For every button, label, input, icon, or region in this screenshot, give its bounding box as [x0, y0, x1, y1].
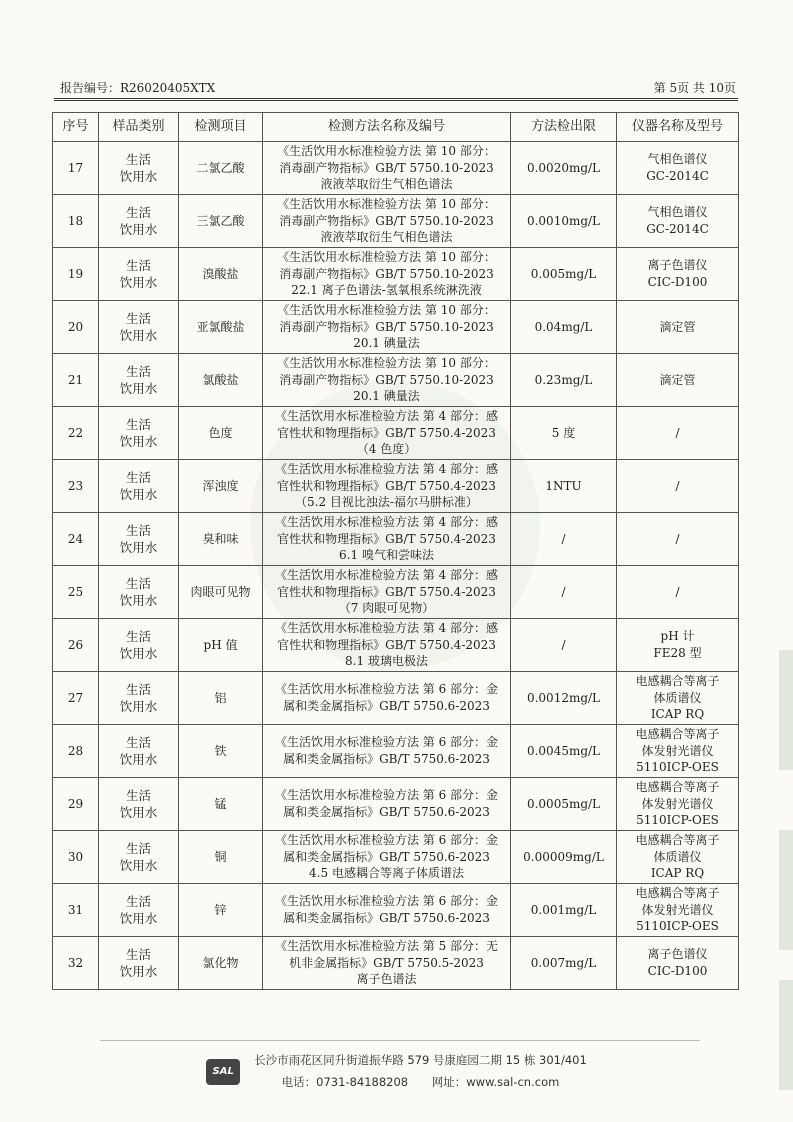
side-stamp-mark	[779, 650, 793, 770]
instrument-cell	[617, 407, 739, 460]
instrument-line: /	[675, 425, 680, 440]
sample-category-cell	[99, 884, 179, 937]
detection-limit-cell: 0.0020mg/L	[511, 142, 617, 195]
sample-category-cell	[99, 301, 179, 354]
method-line: 《生活饮用水标准检验方法 第 6 部分：金	[274, 735, 499, 750]
category-line: 生活	[125, 946, 151, 962]
method-line: 属和类金属指标》GB/T 5750.6-2023	[283, 805, 490, 819]
method-line: 官性状和物理指标》GB/T 5750.4-2023	[277, 478, 496, 493]
category-line: 生活	[125, 257, 151, 273]
instrument-cell	[617, 672, 739, 725]
instrument-line: 气相色谱仪	[647, 152, 708, 167]
category-line: 生活	[125, 840, 151, 856]
instrument-line: FE28 型	[653, 646, 702, 660]
table-row	[53, 566, 739, 619]
instrument-cell	[617, 725, 739, 778]
test-item-cell: 铜	[179, 831, 263, 884]
method-line: 消毒副产物指标》GB/T 5750.10-2023	[279, 319, 494, 334]
category-line: 生活	[125, 469, 151, 485]
instrument-line: 体质谱仪	[653, 690, 702, 705]
category-line: 饮用水	[119, 275, 158, 290]
test-item-cell: 氯酸盐	[179, 354, 263, 407]
method-line: 《生活饮用水标准检验方法 第 10 部分：	[277, 249, 496, 264]
row-number-cell: 30	[53, 831, 99, 884]
method-cell	[263, 142, 511, 195]
instrument-line: pH 计	[660, 629, 695, 644]
row-number-cell: 31	[53, 884, 99, 937]
row-number-cell: 18	[53, 195, 99, 248]
instrument-line: 体发射光谱仪	[641, 743, 714, 758]
method-cell	[263, 460, 511, 513]
method-cell	[263, 672, 511, 725]
instrument-cell	[617, 354, 739, 407]
category-line: 生活	[125, 151, 151, 167]
sample-category-cell	[99, 937, 179, 990]
instrument-cell	[617, 460, 739, 513]
instrument-line: 体发射光谱仪	[641, 796, 714, 811]
test-item-cell: 二氯乙酸	[179, 142, 263, 195]
row-number-cell: 28	[53, 725, 99, 778]
row-number-cell: 24	[53, 513, 99, 566]
category-line: 饮用水	[119, 699, 158, 714]
method-cell	[263, 937, 511, 990]
test-item-cell: 溴酸盐	[179, 248, 263, 301]
instrument-cell	[617, 301, 739, 354]
method-line: 《生活饮用水标准检验方法 第 6 部分：金	[274, 682, 499, 697]
method-line: 属和类金属指标》GB/T 5750.6-2023	[283, 752, 490, 766]
sample-category-cell	[99, 566, 179, 619]
footer-rule	[100, 1040, 700, 1041]
instrument-line: 离子色谱仪	[647, 258, 708, 273]
row-number-cell: 27	[53, 672, 99, 725]
category-line: 饮用水	[119, 593, 158, 608]
method-line: 消毒副产物指标》GB/T 5750.10-2023	[279, 213, 494, 228]
instrument-line: 电感耦合等离子	[635, 779, 720, 794]
table-row	[53, 195, 739, 248]
column-header: 样品类别	[99, 113, 179, 142]
method-line: 消毒副产物指标》GB/T 5750.10-2023	[279, 160, 494, 175]
sample-category-cell	[99, 672, 179, 725]
method-line: 消毒副产物指标》GB/T 5750.10-2023	[279, 266, 494, 281]
method-cell	[263, 407, 511, 460]
category-line: 生活	[125, 628, 151, 644]
instrument-line: 离子色谱仪	[647, 947, 708, 962]
method-line: 官性状和物理指标》GB/T 5750.4-2023	[277, 637, 496, 652]
method-line: 20.1 碘量法	[353, 389, 420, 404]
column-header: 检测项目	[179, 113, 263, 142]
sample-category-cell	[99, 354, 179, 407]
table-row	[53, 672, 739, 725]
category-line: 生活	[125, 522, 151, 538]
instrument-cell	[617, 831, 739, 884]
sample-category-cell	[99, 460, 179, 513]
method-line: 离子色谱法	[356, 972, 417, 987]
sample-category-cell	[99, 142, 179, 195]
instrument-cell	[617, 248, 739, 301]
test-item-cell: 铁	[179, 725, 263, 778]
instrument-line: 5110ICP-OES	[636, 813, 719, 828]
category-line: 饮用水	[119, 381, 158, 396]
page-indicator: 第 5页 共 10页	[653, 81, 736, 95]
footer-contact	[254, 1050, 587, 1094]
category-line: 生活	[125, 575, 151, 591]
instrument-cell	[617, 884, 739, 937]
test-item-cell: 锌	[179, 884, 263, 937]
method-line: 6.1 嗅气和尝味法	[339, 548, 434, 563]
method-line: 官性状和物理指标》GB/T 5750.4-2023	[277, 584, 496, 599]
instrument-line: /	[675, 584, 680, 599]
method-line: 属和类金属指标》GB/T 5750.6-2023	[283, 911, 490, 925]
column-header: 仪器名称及型号	[617, 113, 739, 142]
method-line: 《生活饮用水标准检验方法 第 10 部分：	[277, 196, 496, 211]
method-cell	[263, 619, 511, 672]
row-number-cell: 25	[53, 566, 99, 619]
table-row	[53, 937, 739, 990]
instrument-line: 电感耦合等离子	[635, 726, 720, 741]
instrument-line: GC-2014C	[646, 169, 709, 183]
category-line: 饮用水	[119, 487, 158, 502]
test-item-cell: 色度	[179, 407, 263, 460]
row-number-cell: 29	[53, 778, 99, 831]
method-cell	[263, 354, 511, 407]
method-line: 《生活饮用水标准检验方法 第 4 部分：感	[274, 461, 499, 476]
category-line: 生活	[125, 893, 151, 909]
test-item-cell: 肉眼可见物	[179, 566, 263, 619]
instrument-line: 电感耦合等离子	[635, 673, 720, 688]
category-line: 生活	[125, 310, 151, 326]
row-number-cell: 19	[53, 248, 99, 301]
method-line: 属和类金属指标》GB/T 5750.6-2023	[283, 699, 490, 713]
instrument-line: 滴定管	[659, 319, 696, 334]
instrument-line: ICAP RQ	[650, 707, 705, 722]
test-methods-table	[52, 112, 739, 990]
row-number-cell: 23	[53, 460, 99, 513]
sample-category-cell	[99, 195, 179, 248]
report-number: 报告编号：R26020405XTX	[60, 81, 216, 95]
category-line: 生活	[125, 416, 151, 432]
table-row	[53, 884, 739, 937]
category-line: 饮用水	[119, 858, 158, 873]
category-line: 饮用水	[119, 805, 158, 820]
method-cell	[263, 566, 511, 619]
method-cell	[263, 248, 511, 301]
row-number-cell: 22	[53, 407, 99, 460]
row-number-cell: 32	[53, 937, 99, 990]
detection-limit-cell: 0.0010mg/L	[511, 195, 617, 248]
row-number-cell: 26	[53, 619, 99, 672]
method-line: 《生活饮用水标准检验方法 第 10 部分：	[277, 302, 496, 317]
sample-category-cell	[99, 619, 179, 672]
method-line: 《生活饮用水标准检验方法 第 5 部分：无	[274, 938, 499, 953]
instrument-cell	[617, 195, 739, 248]
row-number-cell: 17	[53, 142, 99, 195]
method-line: 《生活饮用水标准检验方法 第 10 部分：	[277, 143, 496, 158]
category-line: 饮用水	[119, 222, 158, 237]
table-row	[53, 354, 739, 407]
method-cell	[263, 195, 511, 248]
page-header	[60, 79, 736, 99]
category-line: 生活	[125, 734, 151, 750]
row-number-cell: 20	[53, 301, 99, 354]
category-line: 饮用水	[119, 911, 158, 926]
instrument-cell	[617, 566, 739, 619]
table-row	[53, 619, 739, 672]
detection-limit-cell: 0.04mg/L	[511, 301, 617, 354]
method-cell	[263, 513, 511, 566]
detection-limit-cell: 1NTU	[511, 460, 617, 513]
method-line: 机非金属指标》GB/T 5750.5-2023	[289, 955, 484, 970]
instrument-cell	[617, 619, 739, 672]
table-row	[53, 778, 739, 831]
detection-limit-cell: 0.23mg/L	[511, 354, 617, 407]
table-row	[53, 725, 739, 778]
test-item-cell: 锰	[179, 778, 263, 831]
instrument-line: ICAP RQ	[650, 866, 705, 881]
page-footer	[0, 1050, 793, 1094]
method-line: 8.1 玻璃电极法	[345, 654, 428, 669]
method-line: 《生活饮用水标准检验方法 第 6 部分：金	[274, 894, 499, 909]
method-line: 4.5 电感耦合等离子体质谱法	[309, 866, 464, 881]
method-line: 《生活饮用水标准检验方法 第 4 部分：感	[274, 620, 499, 635]
test-item-cell: 臭和味	[179, 513, 263, 566]
method-cell	[263, 884, 511, 937]
method-cell	[263, 725, 511, 778]
detection-limit-cell: 5 度	[511, 407, 617, 460]
method-cell	[263, 778, 511, 831]
instrument-line: CIC-D100	[647, 275, 708, 289]
table-body	[53, 142, 739, 990]
table-row	[53, 831, 739, 884]
method-line: 属和类金属指标》GB/T 5750.6-2023	[283, 849, 490, 864]
category-line: 饮用水	[119, 434, 158, 449]
test-item-cell: 浑浊度	[179, 460, 263, 513]
instrument-line: 5110ICP-OES	[636, 760, 719, 775]
method-line: 官性状和物理指标》GB/T 5750.4-2023	[277, 531, 496, 546]
category-line: 生活	[125, 363, 151, 379]
table-header-row	[53, 113, 739, 142]
table-row	[53, 513, 739, 566]
sample-category-cell	[99, 513, 179, 566]
category-line: 饮用水	[119, 328, 158, 343]
column-header: 方法检出限	[511, 113, 617, 142]
category-line: 生活	[125, 204, 151, 220]
column-header: 检测方法名称及编号	[263, 113, 511, 142]
method-line: 《生活饮用水标准检验方法 第 4 部分：感	[274, 514, 499, 529]
method-line: 《生活饮用水标准检验方法 第 6 部分：金	[274, 832, 499, 847]
detection-limit-cell: 0.00009mg/L	[511, 831, 617, 884]
sample-category-cell	[99, 778, 179, 831]
instrument-line: /	[675, 478, 680, 493]
detection-limit-cell: /	[511, 513, 617, 566]
test-item-cell: 氯化物	[179, 937, 263, 990]
instrument-cell	[617, 513, 739, 566]
row-number-cell: 21	[53, 354, 99, 407]
detection-limit-cell: 0.005mg/L	[511, 248, 617, 301]
category-line: 饮用水	[119, 752, 158, 767]
test-item-cell: 铝	[179, 672, 263, 725]
method-cell	[263, 301, 511, 354]
detection-limit-cell: /	[511, 619, 617, 672]
company-logo	[206, 1059, 240, 1085]
instrument-line: 5110ICP-OES	[636, 919, 719, 934]
instrument-line: GC-2014C	[646, 222, 709, 236]
instrument-cell	[617, 142, 739, 195]
method-line: 液液萃取衍生气相色谱法	[320, 230, 453, 245]
method-line: 消毒副产物指标》GB/T 5750.10-2023	[279, 372, 494, 387]
sample-category-cell	[99, 248, 179, 301]
instrument-line: CIC-D100	[647, 964, 708, 978]
table-row	[53, 248, 739, 301]
instrument-line: 体质谱仪	[653, 849, 702, 864]
table-row	[53, 407, 739, 460]
footer-address: 长沙市雨花区同升街道振华路 579 号康庭园二期 15 栋 301/401	[254, 1053, 587, 1067]
method-line: （4 色度）	[356, 442, 417, 457]
method-line: 官性状和物理指标》GB/T 5750.4-2023	[277, 425, 496, 440]
instrument-line: 电感耦合等离子	[635, 885, 720, 900]
method-line: 22.1 离子色谱法-氢氧根系统淋洗液	[291, 283, 482, 298]
detection-limit-cell: /	[511, 566, 617, 619]
method-line: 液液萃取衍生气相色谱法	[320, 177, 453, 192]
method-line: 《生活饮用水标准检验方法 第 4 部分：感	[274, 408, 499, 423]
logo-text: SAL	[212, 1066, 234, 1078]
table-row	[53, 301, 739, 354]
detection-limit-cell: 0.007mg/L	[511, 937, 617, 990]
instrument-cell	[617, 778, 739, 831]
footer-website: 网址：www.sal-cn.com	[431, 1074, 560, 1089]
instrument-cell	[617, 937, 739, 990]
detection-limit-cell: 0.001mg/L	[511, 884, 617, 937]
method-line: 《生活饮用水标准检验方法 第 10 部分：	[277, 355, 496, 370]
table-row	[53, 460, 739, 513]
table-row	[53, 142, 739, 195]
test-item-cell: pH 值	[179, 619, 263, 672]
sample-category-cell	[99, 725, 179, 778]
instrument-line: /	[675, 531, 680, 546]
method-cell	[263, 831, 511, 884]
test-item-cell: 三氯乙酸	[179, 195, 263, 248]
category-line: 饮用水	[119, 646, 158, 661]
method-line: （5.2 目视比浊法-福尔马肼标准）	[295, 495, 478, 510]
sample-category-cell	[99, 407, 179, 460]
category-line: 生活	[125, 787, 151, 803]
header-rule	[54, 98, 738, 101]
side-stamp-mark	[779, 830, 793, 950]
method-line: （7 肉眼可见物）	[338, 601, 435, 616]
sample-category-cell	[99, 831, 179, 884]
instrument-line: 电感耦合等离子	[635, 832, 720, 847]
category-line: 生活	[125, 681, 151, 697]
footer-phone: 电话：0731-84188208	[281, 1074, 409, 1089]
instrument-line: 气相色谱仪	[647, 205, 708, 220]
test-item-cell: 亚氯酸盐	[179, 301, 263, 354]
detection-limit-cell: 0.0012mg/L	[511, 672, 617, 725]
detection-limit-cell: 0.0045mg/L	[511, 725, 617, 778]
category-line: 饮用水	[119, 169, 158, 184]
instrument-line: 体发射光谱仪	[641, 902, 714, 917]
column-header: 序号	[53, 113, 99, 142]
detection-limit-cell: 0.0005mg/L	[511, 778, 617, 831]
method-line: 20.1 碘量法	[353, 336, 420, 351]
method-line: 《生活饮用水标准检验方法 第 6 部分：金	[274, 788, 499, 803]
category-line: 饮用水	[119, 964, 158, 979]
method-line: 《生活饮用水标准检验方法 第 4 部分：感	[274, 567, 499, 582]
category-line: 饮用水	[119, 540, 158, 555]
instrument-line: 滴定管	[659, 372, 696, 387]
